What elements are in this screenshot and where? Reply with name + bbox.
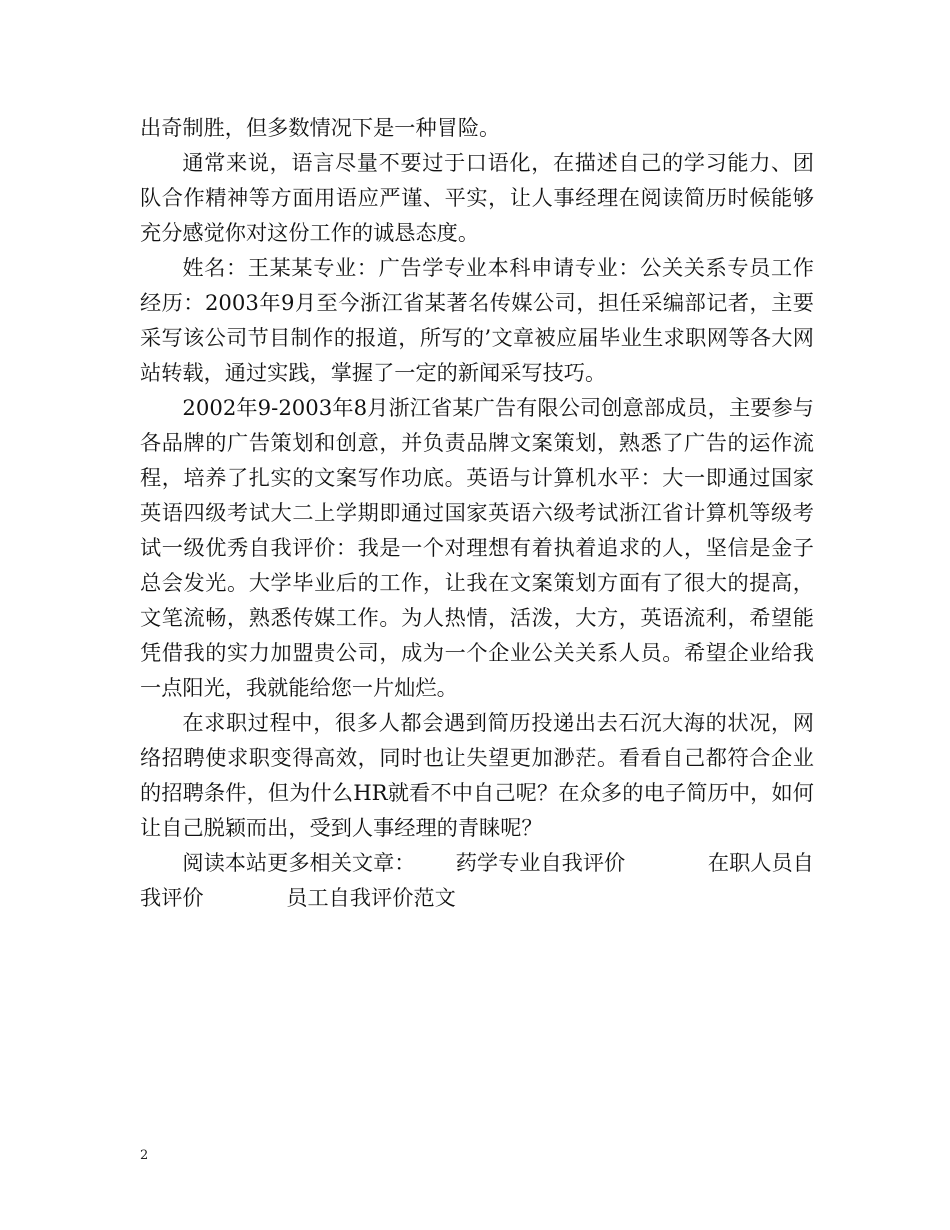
paragraph-4: 2002年9-2003年8月浙江省某广告有限公司创意部成员，主要参与各品牌的广告策划和创意，并负责品牌文案策划，熟悉了广告的运作流程，培养了扎实的文案写作功底。英语与计算机水平：大一即通过国家英语四级考试大二上学期即通过国家英语六级考试浙江省计算机等级考试一级优秀自我评价：我是一个对理想有着执着追求的人，坚信是金子总会发光。大学毕业后的工作，让我在文案策划方面有了很大的提高，文笔流畅，熟悉传媒工作。为人热情，活泼，大方，英语流利，希望能凭借我的实力加盟贵公司，成为一个企业公关关系人员。希望企业给我一点阳光，我就能给您一片灿烂。 [140,395,814,700]
related-link-employed[interactable]: 在职人员自我评价 [140,850,814,910]
related-link-pharmacy[interactable]: 药学专业自我评价 [455,850,626,875]
related-articles-label: 阅读本站更多相关文章： [182,850,416,875]
paragraph-5: 在求职过程中，很多人都会遇到简历投递出去石沉大海的状况，网络招聘使求职变得高效，同时也让失望更加渺茫。看看自己都符合企业的招聘条件，但为什么HR就看不中自己呢？在众多的电子简历中，如何让自己脱颖而出，受到人事经理的青睐呢？ [140,710,814,840]
related-articles [140,845,814,915]
paragraph-2: 通常来说，语言尽量不要过于口语化，在描述自己的学习能力、团队合作精神等方面用语应严谨、平实，让人事经理在阅读简历时候能够充分感觉你对这份工作的诚恳态度。 [140,150,814,245]
paragraph-3: 姓名：王某某专业：广告学专业本科申请专业：公关关系专员工作经历：2003年9月至今浙江省某著名传媒公司，担任采编部记者，主要采写该公司节目制作的报道，所写的’文章被应届毕业生求职网等各大网站转载，通过实践，掌握了一定的新闻采写技巧。 [140,255,814,385]
related-link-staff[interactable]: 员工自我评价范文 [286,885,456,910]
page-number: 2 [140,1148,149,1163]
document-body [140,110,814,915]
paragraph-1: 出奇制胜，但多数情况下是一种冒险。 [140,115,501,140]
